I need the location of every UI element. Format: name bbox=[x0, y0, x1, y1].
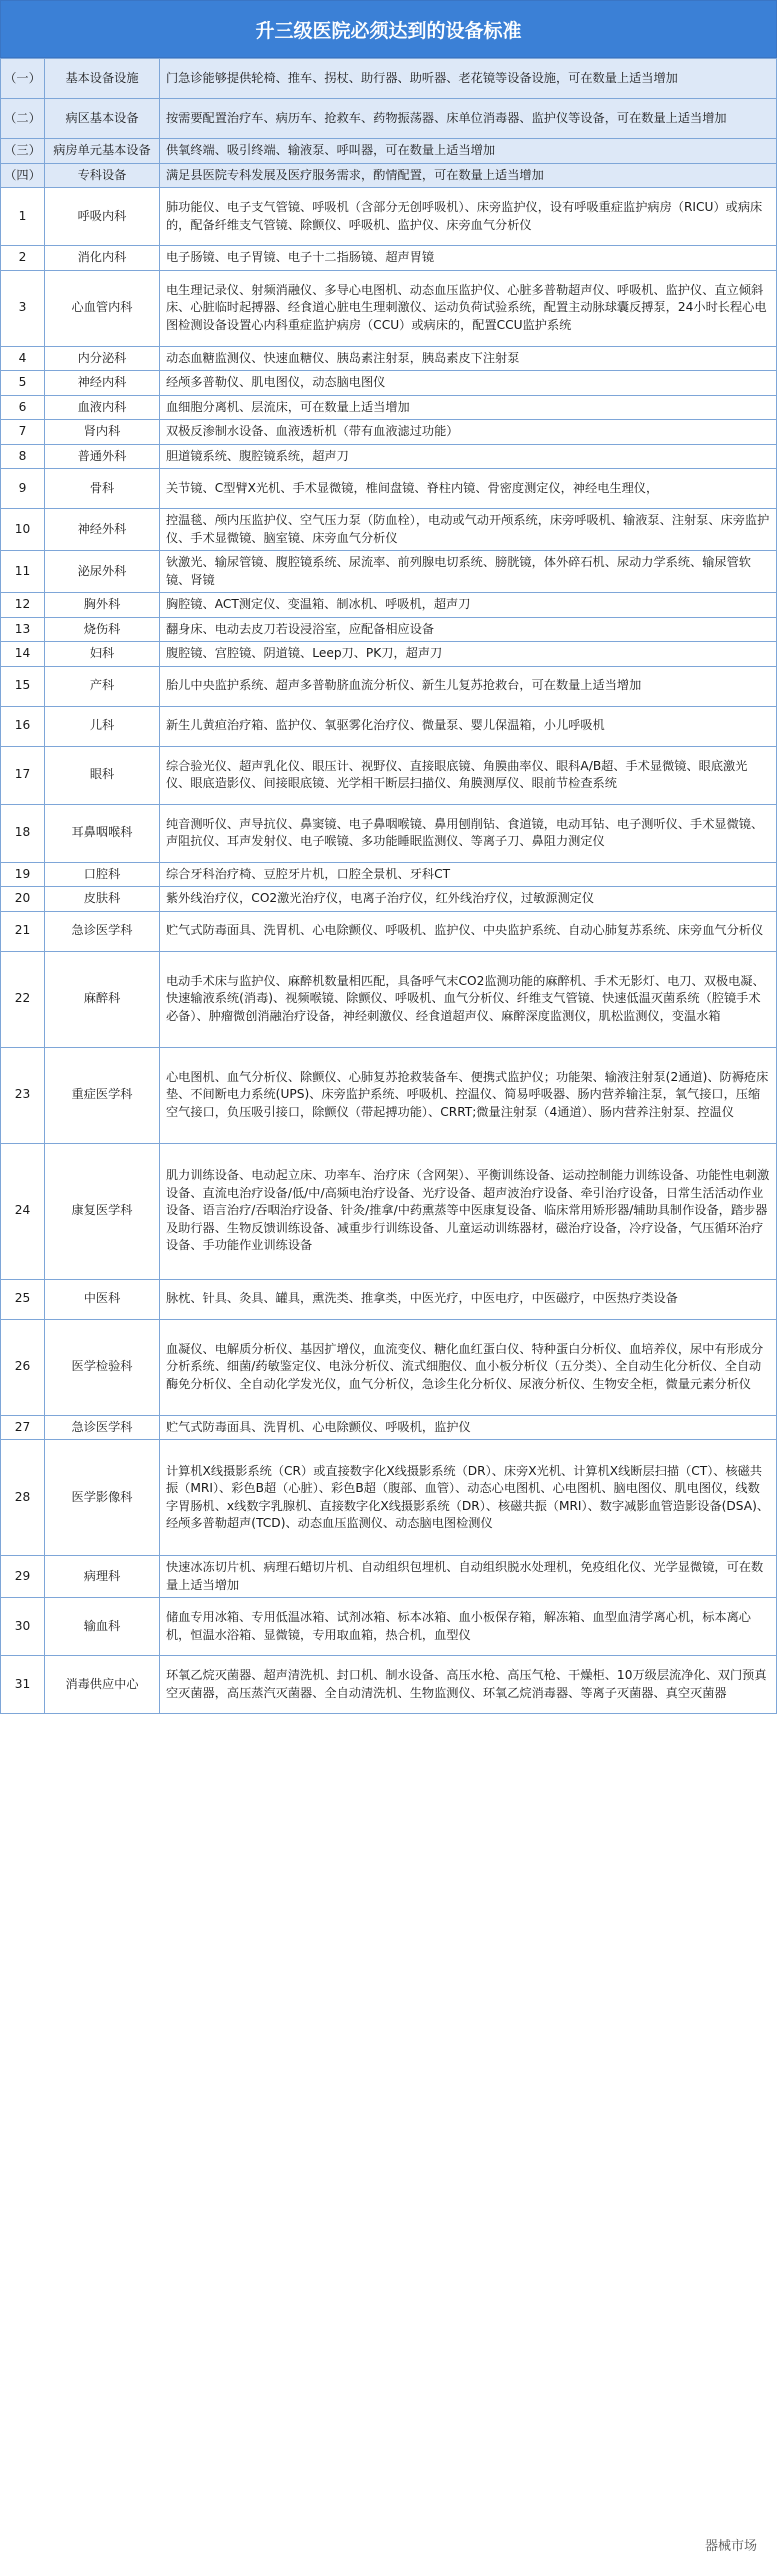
department-name: 重症医学科 bbox=[45, 1047, 160, 1143]
equipment-list: 经颅多普勒仪、肌电图仪，动态脑电图仪 bbox=[160, 371, 777, 396]
equipment-list: 快速冰冻切片机、病理石蜡切片机、自动组织包埋机、自动组织脱水处理机，免疫组化仪、光学显微镜，可在数量上适当增加 bbox=[160, 1556, 777, 1598]
row-number: 21 bbox=[1, 911, 45, 951]
department-name: 胸外科 bbox=[45, 593, 160, 618]
table-row bbox=[1, 163, 777, 188]
equipment-list: 钬激光、输尿管镜、腹腔镜系统、尿流率、前列腺电切系统、膀胱镜，体外碎石机、尿动力学系统、输尿管软镜、肾镜 bbox=[160, 551, 777, 593]
watermark: 器械市场 bbox=[699, 2533, 763, 2556]
department-name: 内分泌科 bbox=[45, 346, 160, 371]
equipment-list: 翻身床、电动去皮刀若设浸浴室，应配备相应设备 bbox=[160, 617, 777, 642]
table-row bbox=[1, 395, 777, 420]
row-number: 13 bbox=[1, 617, 45, 642]
row-number: 14 bbox=[1, 642, 45, 667]
table-row bbox=[1, 1556, 777, 1598]
equipment-list: 胆道镜系统、腹腔镜系统，超声刀 bbox=[160, 444, 777, 469]
equipment-list: 腹腔镜、宫腔镜、阴道镜、Leep刀、PK刀，超声刀 bbox=[160, 642, 777, 667]
row-number: 31 bbox=[1, 1656, 45, 1714]
table-row bbox=[1, 706, 777, 746]
table-row bbox=[1, 1279, 777, 1319]
row-number: 22 bbox=[1, 951, 45, 1047]
department-name: 医学检验科 bbox=[45, 1319, 160, 1415]
department-name: 耳鼻咽喉科 bbox=[45, 804, 160, 862]
equipment-list: 计算机X线摄影系统（CR）或直接数字化X线摄影系统（DR）、床旁X光机、计算机X线断层扫描（CT）、核磁共振（MRI）、彩色B超（心脏）、彩色B超（腹部、血管）、动态心电图机、心电图机、脑电图仪、肌电图仪，线数字胃肠机、x线数字乳腺机、直接数字化X线摄影系统（DR）、核磁共振（MRI）、数字减影血管造影设备(DSA)、经颅多普勒超声(TCD)、动态血压监测仪、动态脑电图检测仪 bbox=[160, 1440, 777, 1556]
department-name: 皮肤科 bbox=[45, 887, 160, 912]
equipment-list: 双极反渗制水设备、血液透析机（带有血液滤过功能） bbox=[160, 420, 777, 445]
equipment-table bbox=[0, 58, 777, 1714]
table-row bbox=[1, 420, 777, 445]
row-number: 23 bbox=[1, 1047, 45, 1143]
equipment-list: 电生理记录仪、射频消融仪、多导心电图机、动态血压监护仪、心脏多普勒超声仪、呼吸机、监护仪、直立倾斜床、心脏临时起搏器、经食道心脏电生理刺激仪、运动负荷试验系统，配置主动脉球囊反搏泵，24小时长程心电图检测设备设置心内科重症监护病房（CCU）或病床的，配置CCU监护系统 bbox=[160, 270, 777, 346]
equipment-list: 新生儿黄疸治疗箱、监护仪、氧驱雾化治疗仪、微量泵、婴儿保温箱，小儿呼吸机 bbox=[160, 706, 777, 746]
row-number: 4 bbox=[1, 346, 45, 371]
row-number: 27 bbox=[1, 1415, 45, 1440]
department-name: 医学影像科 bbox=[45, 1440, 160, 1556]
equipment-list: 储血专用冰箱、专用低温冰箱、试剂冰箱、标本冰箱、血小板保存箱，解冻箱、血型血清学离心机，标本离心机，恒温水浴箱、显微镜，专用取血箱，热合机，血型仪 bbox=[160, 1598, 777, 1656]
row-number: （二） bbox=[1, 99, 45, 139]
equipment-list: 肌力训练设备、电动起立床、功率车、治疗床（含网架）、平衡训练设备、运动控制能力训练设备、功能性电刺激设备、直流电治疗设备/低/中/高频电治疗设备、光疗设备、超声波治疗设备、牵引治疗设备，日常生活活动作业设备、语言治疗/吞咽治疗设备、针灸/推拿/中药熏蒸等中医康复设备、临床常用矫形器/辅助具制作设备，踏步器及助行器、生物反馈训练设备、减重步行训练设备、儿童运动训练器材，磁治疗设备，冷疗设备，气压循环治疗设备、手功能作业训练设备 bbox=[160, 1143, 777, 1279]
table-row bbox=[1, 666, 777, 706]
table-row bbox=[1, 551, 777, 593]
table-row bbox=[1, 887, 777, 912]
row-number: 5 bbox=[1, 371, 45, 396]
row-number: 9 bbox=[1, 469, 45, 509]
department-name: 康复医学科 bbox=[45, 1143, 160, 1279]
department-name: 呼吸内科 bbox=[45, 188, 160, 246]
row-number: 28 bbox=[1, 1440, 45, 1556]
equipment-list: 贮气式防毒面具、洗胃机、心电除颤仪、呼吸机，监护仪 bbox=[160, 1415, 777, 1440]
equipment-list: 脉枕、针具、灸具、罐具，熏洗类、推拿类，中医光疗，中医电疗，中医磁疗，中医热疗类设备 bbox=[160, 1279, 777, 1319]
table-row bbox=[1, 1656, 777, 1714]
table-row bbox=[1, 951, 777, 1047]
table-row bbox=[1, 642, 777, 667]
row-number: 25 bbox=[1, 1279, 45, 1319]
row-number: 3 bbox=[1, 270, 45, 346]
row-number: 8 bbox=[1, 444, 45, 469]
department-name: 急诊医学科 bbox=[45, 1415, 160, 1440]
equipment-list: 满足县医院专科发展及医疗服务需求，酌情配置，可在数量上适当增加 bbox=[160, 163, 777, 188]
table-row bbox=[1, 270, 777, 346]
equipment-list: 控温毯、颅内压监护仪、空气压力泵（防血栓），电动或气动开颅系统，床旁呼吸机、输液泵、注射泵、床旁监护仪、手术显微镜、脑室镜、床旁血气分析仪 bbox=[160, 509, 777, 551]
equipment-list: 胎儿中央监护系统、超声多普勒脐血流分析仪、新生儿复苏抢救台，可在数量上适当增加 bbox=[160, 666, 777, 706]
equipment-list: 纯音测听仪、声导抗仪、鼻窦镜、电子鼻咽喉镜、鼻用刨削钻、食道镜，电动耳钻、电子测听仪、手术显微镜、声阻抗仪、耳声发射仪、电子喉镜、多功能睡眠监测仪、等离子刀、鼻阻力测定仪 bbox=[160, 804, 777, 862]
department-name: 病房单元基本设备 bbox=[45, 139, 160, 164]
equipment-list: 环氧乙烷灭菌器、超声清洗机、封口机、制水设备、高压水枪、高压气枪、干燥柜、10万级层流净化、双门预真空灭菌器，高压蒸汽灭菌器、全自动清洗机、生物监测仪、环氧乙烷消毒器、等离子灭菌器、真空灭菌器 bbox=[160, 1656, 777, 1714]
row-number: 2 bbox=[1, 246, 45, 271]
row-number: 24 bbox=[1, 1143, 45, 1279]
row-number: 30 bbox=[1, 1598, 45, 1656]
row-number: 1 bbox=[1, 188, 45, 246]
department-name: 中医科 bbox=[45, 1279, 160, 1319]
equipment-list: 综合牙科治疗椅、豆腔牙片机，口腔全景机、牙科CT bbox=[160, 862, 777, 887]
table-row bbox=[1, 1143, 777, 1279]
department-name: 眼科 bbox=[45, 746, 160, 804]
table-row bbox=[1, 371, 777, 396]
equipment-list: 供氧终端、吸引终端、输液泵、呼叫器，可在数量上适当增加 bbox=[160, 139, 777, 164]
row-number: 19 bbox=[1, 862, 45, 887]
equipment-list: 门急诊能够提供轮椅、推车、拐杖、助行器、助听器、老花镜等设备设施，可在数量上适当增加 bbox=[160, 59, 777, 99]
equipment-list: 心电图机、血气分析仪、除颤仪、心肺复苏抢救装备车、便携式监护仪；功能架、输液注射泵(2通道)、防褥疮床垫、不间断电力系统(UPS)、床旁监护系统、呼吸机、控温仪、简易呼吸器、肠内营养输注泵，氧气接口，压缩空气接口，负压吸引接口，除颤仪（带起搏功能）、CRRT;微量注射泵（4通道）、肠内营养注射泵、控温仪 bbox=[160, 1047, 777, 1143]
table-row bbox=[1, 1415, 777, 1440]
department-name: 妇科 bbox=[45, 642, 160, 667]
department-name: 病区基本设备 bbox=[45, 99, 160, 139]
row-number: （三） bbox=[1, 139, 45, 164]
row-number: （四） bbox=[1, 163, 45, 188]
table-row bbox=[1, 469, 777, 509]
table-row bbox=[1, 1047, 777, 1143]
table-row bbox=[1, 1319, 777, 1415]
department-name: 肾内科 bbox=[45, 420, 160, 445]
equipment-table-body bbox=[1, 59, 777, 1714]
table-row bbox=[1, 139, 777, 164]
table-row bbox=[1, 59, 777, 99]
equipment-list: 按需要配置治疗车、病历车、抢救车、药物振荡器、床单位消毒器、监护仪等设备，可在数量上适当增加 bbox=[160, 99, 777, 139]
department-name: 口腔科 bbox=[45, 862, 160, 887]
row-number: 16 bbox=[1, 706, 45, 746]
department-name: 神经外科 bbox=[45, 509, 160, 551]
row-number: 18 bbox=[1, 804, 45, 862]
equipment-list: 贮气式防毒面具、洗胃机、心电除颤仪、呼吸机、监护仪、中央监护系统、自动心肺复苏系统、床旁血气分析仪 bbox=[160, 911, 777, 951]
equipment-list: 紫外线治疗仪，CO2激光治疗仪，电离子治疗仪，红外线治疗仪，过敏源测定仪 bbox=[160, 887, 777, 912]
row-number: 11 bbox=[1, 551, 45, 593]
equipment-list: 胸腔镜、ACT测定仪、变温箱、制冰机、呼吸机，超声刀 bbox=[160, 593, 777, 618]
table-row bbox=[1, 509, 777, 551]
table-row bbox=[1, 444, 777, 469]
equipment-list: 电动手术床与监护仪、麻醉机数量相匹配，具备呼气末CO2监测功能的麻醉机、手术无影灯、电刀、双极电凝、快速输液系统(消毒)、视频喉镜、除颤仪、呼吸机、血气分析仪、纤维支气管镜、快速低温灭菌系统（腔镜手术必备）、肿瘤微创消融治疗设备，神经刺激仪、经食道超声仪、麻醉深度监测仪，肌松监测仪，变温水箱 bbox=[160, 951, 777, 1047]
row-number: 29 bbox=[1, 1556, 45, 1598]
department-name: 普通外科 bbox=[45, 444, 160, 469]
department-name: 输血科 bbox=[45, 1598, 160, 1656]
department-name: 专科设备 bbox=[45, 163, 160, 188]
row-number: 15 bbox=[1, 666, 45, 706]
equipment-list: 综合验光仪、超声乳化仪、眼压计、视野仪、直接眼底镜、角膜曲率仪、眼科A/B超、手术显微镜、眼底激光仪、眼底造影仪、间接眼底镜、光学相干断层扫描仪、角膜测厚仪、眼前节检查系统 bbox=[160, 746, 777, 804]
row-number: 26 bbox=[1, 1319, 45, 1415]
equipment-list: 血细胞分离机、层流床，可在数量上适当增加 bbox=[160, 395, 777, 420]
table-row bbox=[1, 593, 777, 618]
department-name: 神经内科 bbox=[45, 371, 160, 396]
row-number: 12 bbox=[1, 593, 45, 618]
table-row bbox=[1, 804, 777, 862]
department-name: 骨科 bbox=[45, 469, 160, 509]
table-row bbox=[1, 862, 777, 887]
row-number: 6 bbox=[1, 395, 45, 420]
equipment-list: 肺功能仪、电子支气管镜、呼吸机（含部分无创呼吸机）、床旁监护仪，设有呼吸重症监护病房（RICU）或病床的，配备纤维支气管镜、除颤仪、呼吸机、监护仪、床旁血气分析仪 bbox=[160, 188, 777, 246]
table-row bbox=[1, 188, 777, 246]
row-number: 10 bbox=[1, 509, 45, 551]
equipment-list: 电子肠镜、电子胃镜、电子十二指肠镜、超声胃镜 bbox=[160, 246, 777, 271]
row-number: 20 bbox=[1, 887, 45, 912]
department-name: 血液内科 bbox=[45, 395, 160, 420]
department-name: 心血管内科 bbox=[45, 270, 160, 346]
table-row bbox=[1, 1440, 777, 1556]
department-name: 儿科 bbox=[45, 706, 160, 746]
row-number: 7 bbox=[1, 420, 45, 445]
department-name: 急诊医学科 bbox=[45, 911, 160, 951]
table-row bbox=[1, 99, 777, 139]
department-name: 泌尿外科 bbox=[45, 551, 160, 593]
department-name: 基本设备设施 bbox=[45, 59, 160, 99]
department-name: 病理科 bbox=[45, 1556, 160, 1598]
equipment-list: 血凝仪、电解质分析仪、基因扩增仪，血流变仪、糖化血红蛋白仪、特种蛋白分析仪、血培养仪，尿中有形成分分析系统、细菌/药敏鉴定仪、电泳分析仪、流式细胞仪、血小板分析仪（五分类）、全自动生化分析仪、全自动酶免分析仪、全自动化学发光仪，血气分析仪，急诊生化分析仪、尿液分析仪、生物安全柜，微量元素分析仪 bbox=[160, 1319, 777, 1415]
department-name: 麻醉科 bbox=[45, 951, 160, 1047]
equipment-list: 关节镜、C型臂X光机、手术显微镜，椎间盘镜、脊柱内镜、骨密度测定仪，神经电生理仪， bbox=[160, 469, 777, 509]
department-name: 产科 bbox=[45, 666, 160, 706]
page-title: 升三级医院必须达到的设备标准 bbox=[0, 0, 777, 58]
department-name: 消毒供应中心 bbox=[45, 1656, 160, 1714]
table-row bbox=[1, 617, 777, 642]
table-row bbox=[1, 746, 777, 804]
table-row bbox=[1, 911, 777, 951]
row-number: 17 bbox=[1, 746, 45, 804]
table-row bbox=[1, 346, 777, 371]
equipment-list: 动态血糖监测仪、快速血糖仪、胰岛素注射泵，胰岛素皮下注射泵 bbox=[160, 346, 777, 371]
table-row bbox=[1, 1598, 777, 1656]
table-row bbox=[1, 246, 777, 271]
department-name: 消化内科 bbox=[45, 246, 160, 271]
row-number: （一） bbox=[1, 59, 45, 99]
department-name: 烧伤科 bbox=[45, 617, 160, 642]
